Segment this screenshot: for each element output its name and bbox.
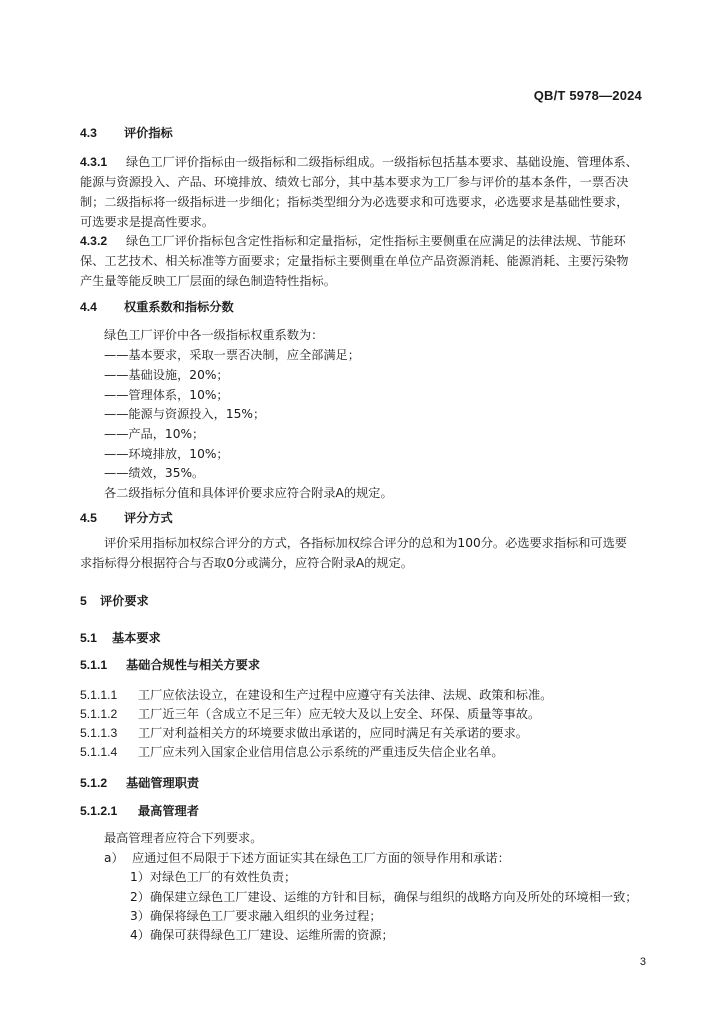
subsection-title: 基础合规性与相关方要求 [126,658,261,672]
subsection-number: 5.1.1 [80,658,108,672]
clause-line [80,704,724,724]
section-heading [80,123,724,143]
paragraph-line [80,231,643,251]
section-title: 评价指标 [124,126,173,140]
clause-number: 5.1.1.1 [80,688,118,702]
list-text: 应通过但不局限于下述方面证实其在绿色工厂方面的领导作用和承诺： [132,851,510,865]
subsection-title: 最高管理者 [138,804,199,818]
standard-code: QB/T 5978—2024 [533,88,642,103]
sub-list-item: 1）对绿色工厂的有效性负责； [130,870,297,884]
clause-text: 工厂应未列入国家企业信用信息公示系统的严重违反失信企业名单。 [138,745,504,759]
subsection-heading [80,655,724,675]
paragraph-line: 各二级指标分值和具体评价要求应符合附录A的规定。 [104,486,393,500]
list-item: ——产品，10%； [104,427,205,441]
list-item: ——绩效，35%。 [104,466,205,480]
subsection-heading [80,801,724,821]
list-item: ——环境排放，10%； [104,447,229,461]
clause-line [80,685,724,705]
paragraph-line: 能源与资源投入、产品、环境排放、绩效七部分，其中基本要求为工厂参与评价的基本条件，一票否决 [80,175,629,189]
paragraph-line: 评价采用指标加权综合评分的方式，各指标加权综合评分的总和为100分。必选要求指标和可选要 [104,536,627,550]
paragraph-line: 产生量等能反映工厂层面的绿色制造特性指标。 [80,274,336,288]
sub-list-item: 2）确保建立绿色工厂建设、运维的方针和目标，确保与组织的战略方向及所处的环境相一致； [130,890,638,904]
list-item: ——基础设施，20%； [104,368,229,382]
paragraph-line: 最高管理者应符合下列要求。 [104,831,263,845]
chapter-title: 评价要求 [100,594,149,608]
section-heading [80,297,724,317]
section-number: 4.5 [80,511,97,525]
clause-text: 工厂近三年（含成立不足三年）应无较大及以上安全、环保、质量等事故。 [138,707,541,721]
section-title: 权重系数和指标分数 [124,300,234,314]
clause-number: 5.1.1.4 [80,745,118,759]
paragraph-line: 制；二级指标将一级指标进一步细化；指标类型细分为必选要求和可选要求，必选要求是基础性要求， [80,195,629,209]
sub-list-item: 3）确保将绿色工厂要求融入组织的业务过程； [130,909,382,923]
subsection-number: 5.1.2.1 [80,804,118,818]
paragraph-line [80,152,643,172]
list-item [104,848,724,868]
sub-list-item: 4）确保可获得绿色工厂建设、运维所需的资源； [130,928,394,942]
list-item: ——能源与资源投入，15%； [104,407,266,421]
paragraph-line: 求指标得分根据符合与否取0分或满分，应符合附录A的规定。 [80,556,413,570]
section-heading [80,628,724,648]
section-number: 5.1 [80,631,97,645]
clause-line [80,723,724,743]
clause-text: 工厂应依法设立，在建设和生产过程中应遵守有关法律、法规、政策和标准。 [138,688,553,702]
section-title: 评分方式 [124,511,173,525]
clause-number: 5.1.1.2 [80,707,118,721]
clause-number: 4.3.2 [80,234,108,248]
clause-text: 工厂对利益相关方的环境要求做出承诺的，应同时满足有关承诺的要求。 [138,726,528,740]
subsection-number: 5.1.2 [80,776,108,790]
page-number: 3 [639,956,646,968]
clause-number: 4.3.1 [80,155,108,169]
list-item: ——管理体系，10%； [104,388,229,402]
paragraph-line: 保、工艺技术、相关标准等方面要求；定量指标主要侧重在单位产品资源消耗、能源消耗、主要污染物 [80,254,629,268]
paragraph-line: 绿色工厂评价中各一级指标权重系数为： [104,328,324,342]
list-item: ——基本要求，采取一票否决制，应全部满足； [104,348,360,362]
list-label: a） [104,851,124,865]
clause-number: 5.1.1.3 [80,726,118,740]
subsection-heading [80,773,724,793]
clause-text: 绿色工厂评价指标由一级指标和二级指标组成。一级指标包括基本要求、基础设施、管理体系、 [126,155,638,169]
section-number: 4.4 [80,300,97,314]
section-number: 4.3 [80,126,97,140]
chapter-number: 5 [80,594,87,608]
subsection-title: 基础管理职责 [126,776,200,790]
clause-text: 绿色工厂评价指标包含定性指标和定量指标，定性指标主要侧重在应满足的法律法规、节能环 [126,234,626,248]
section-title: 基本要求 [112,631,161,645]
clause-line [80,742,724,762]
chapter-heading [80,591,724,611]
paragraph-line: 可选要求是提高性要求。 [80,215,215,229]
section-heading [80,508,724,528]
